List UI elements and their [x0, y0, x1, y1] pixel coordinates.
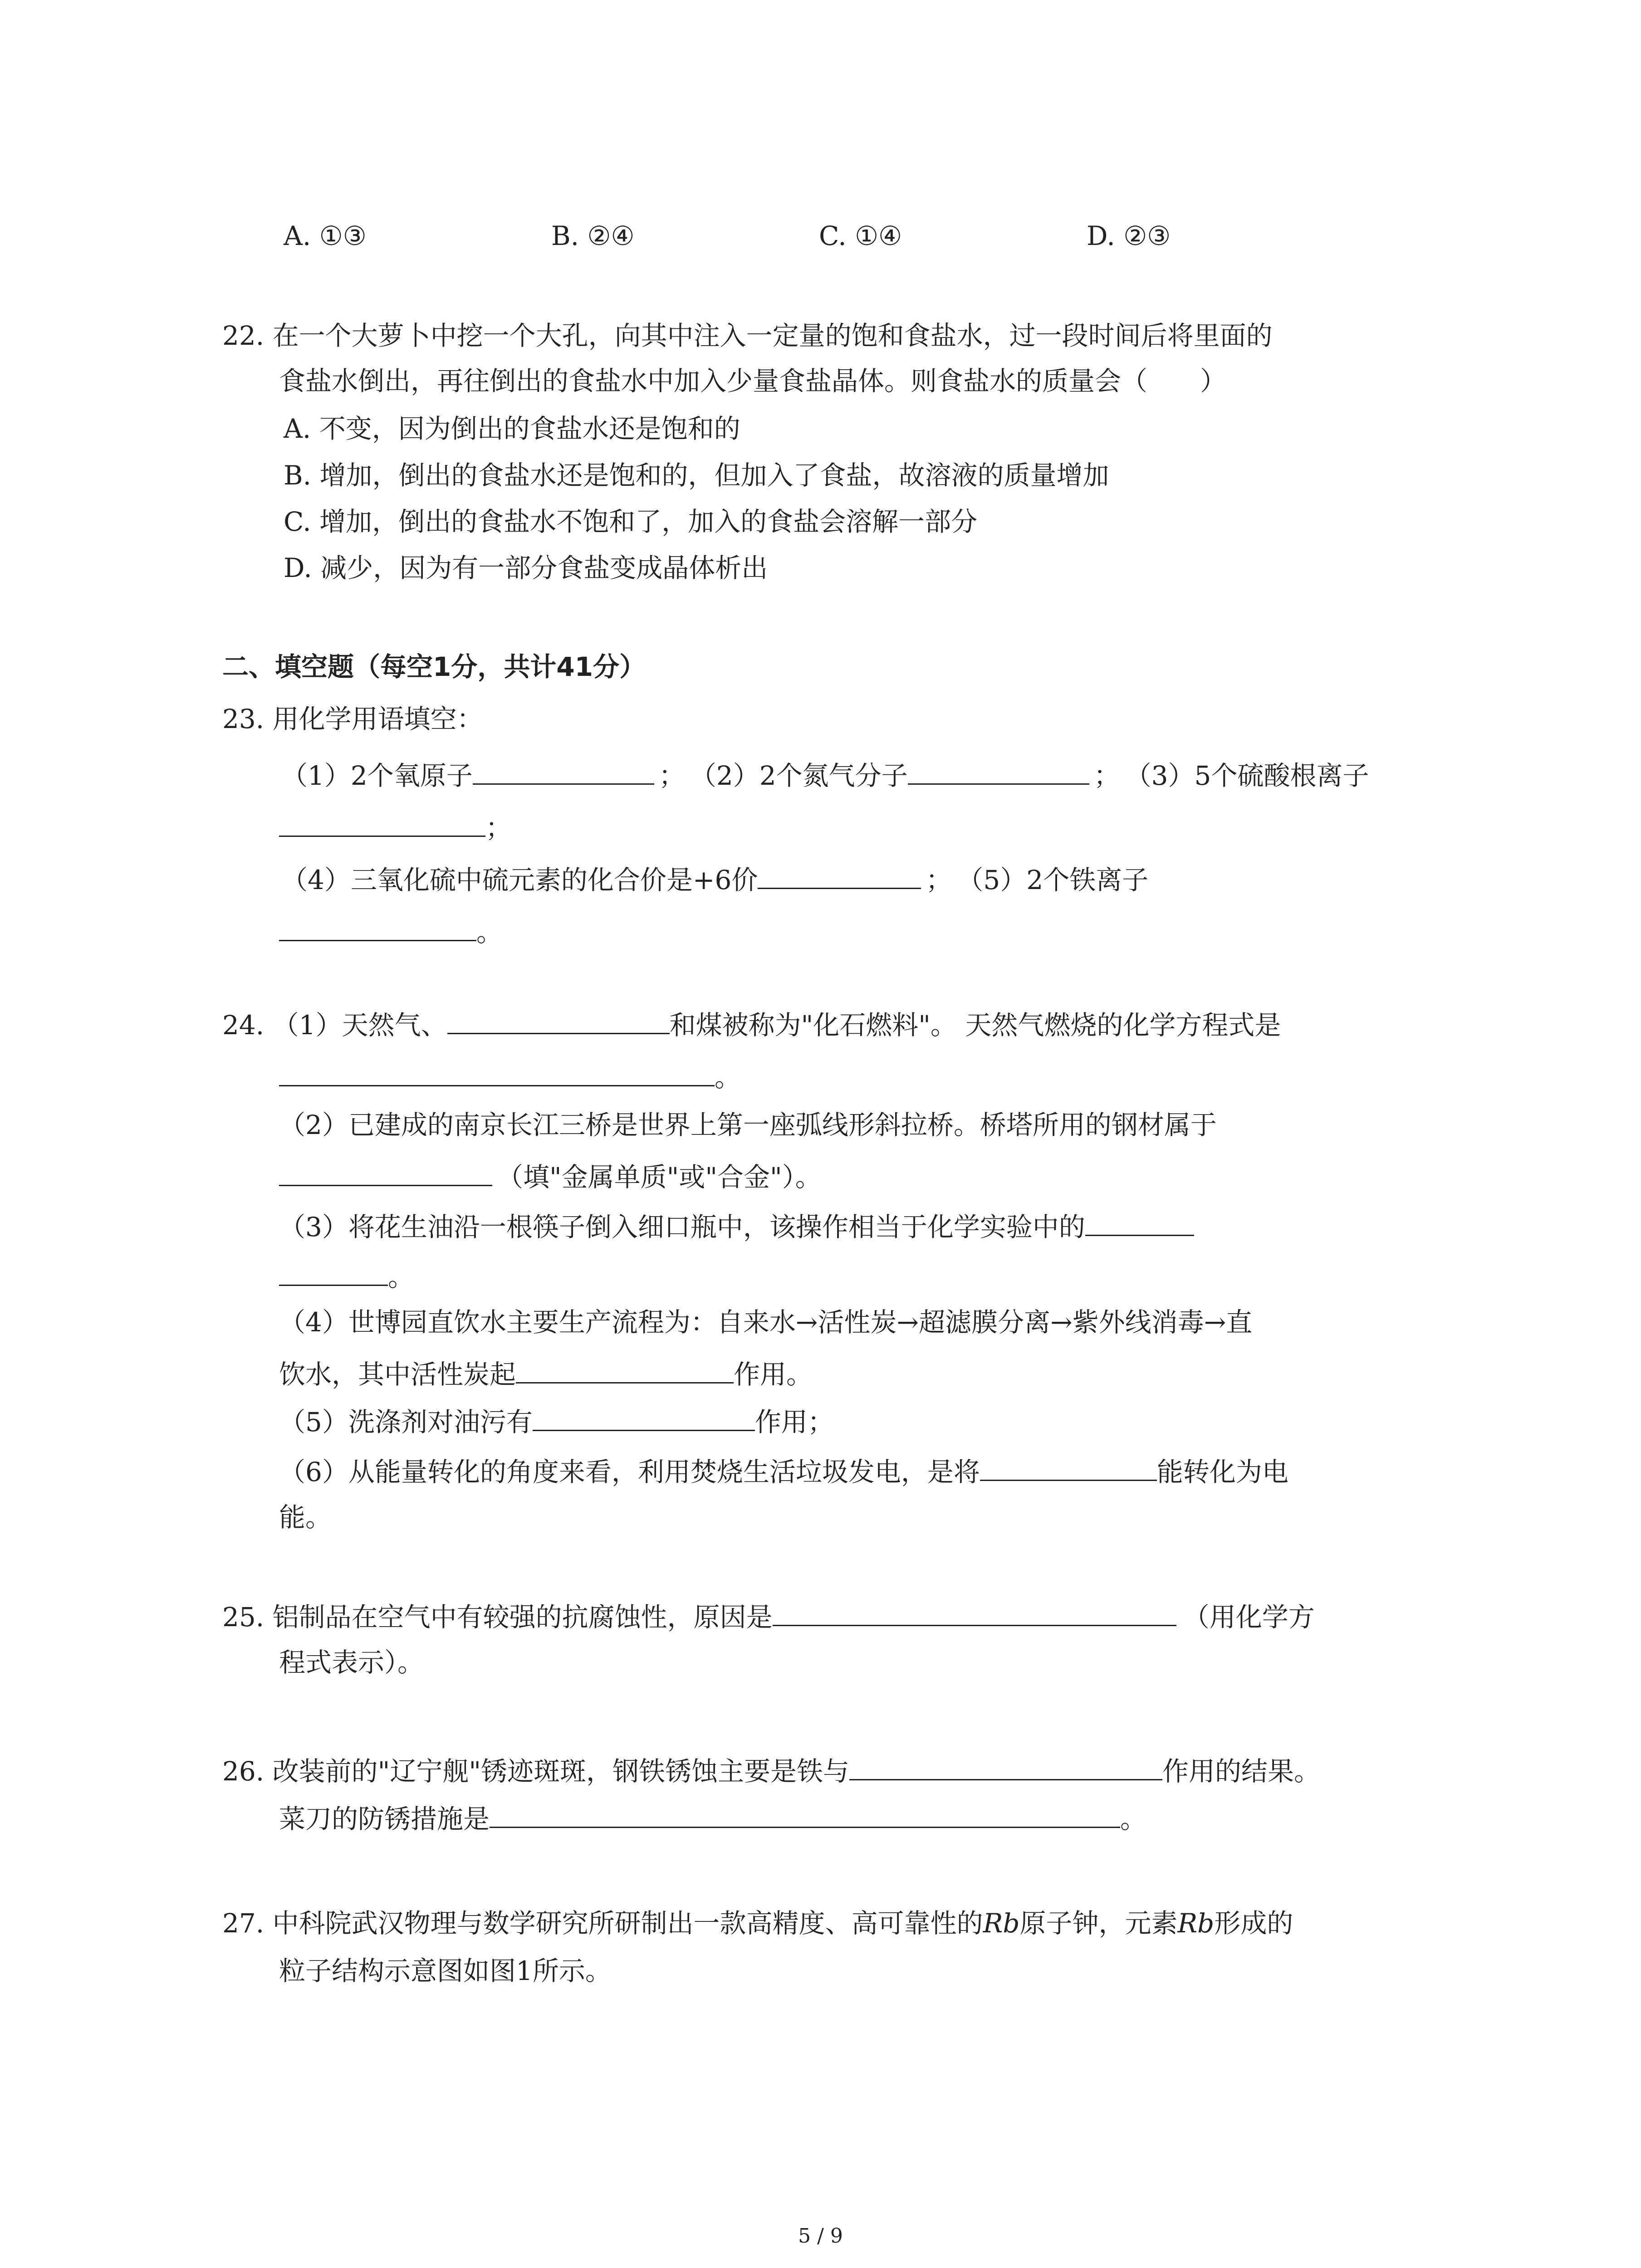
q24-text: 作用；	[754, 1407, 834, 1437]
answer-blank[interactable]	[279, 1057, 715, 1086]
q24-text: 能转化为电	[1156, 1457, 1288, 1487]
q25-line2: 程式表示）。	[279, 1647, 424, 1678]
q23-part3: （3）5个硫酸根离子	[1138, 760, 1369, 791]
q24-text: 。	[388, 1261, 415, 1292]
q25-line1	[222, 1597, 1315, 1633]
answer-blank[interactable]	[980, 1452, 1157, 1481]
answer-blank[interactable]	[1085, 1207, 1194, 1236]
answer-blank[interactable]	[473, 755, 654, 785]
q23-part1: （1）2个氧原子	[281, 760, 473, 791]
q23-line4	[279, 912, 503, 948]
q26-line1	[222, 1751, 1320, 1787]
q26-text: 作用的结果。	[1162, 1756, 1321, 1787]
q22-option-a: A. 不变，因为倒出的食盐水还是饱和的	[284, 413, 740, 444]
q22-option-c: C. 增加，倒出的食盐水不饱和了，加入的食盐会溶解一部分	[284, 506, 978, 537]
q23-part5: （5）2个铁离子	[970, 865, 1149, 895]
q27-text: 原子钟，元素	[1019, 1908, 1178, 1939]
answer-blank[interactable]	[758, 860, 921, 889]
q27-text: 形成的	[1214, 1908, 1293, 1939]
q23-stem: 23. 用化学用语填空：	[222, 704, 483, 734]
q24-text: （6）从能量转化的角度来看，利用焚烧生活垃圾发电，是将	[279, 1457, 980, 1487]
answer-blank[interactable]	[516, 1354, 734, 1383]
answer-blank[interactable]	[447, 1005, 670, 1034]
q25-text: （用化学方	[1183, 1602, 1315, 1633]
answer-blank[interactable]	[279, 1157, 492, 1186]
q24-text: （3）将花生油沿一根筷子倒入细口瓶中，该操作相当于化学实验中的	[279, 1212, 1085, 1242]
q24-text: 。	[715, 1062, 741, 1093]
q26-text: 菜刀的防锈措施是	[279, 1804, 490, 1834]
answer-blank[interactable]	[533, 1402, 755, 1431]
q24-line6	[279, 1256, 414, 1293]
q26-line2	[279, 1799, 1146, 1835]
q24-line4	[279, 1157, 822, 1193]
q26-text: 。	[1120, 1804, 1147, 1834]
q24-line1	[222, 1005, 1281, 1041]
q23-end: ；	[485, 812, 512, 843]
choice-c: C. ①④	[819, 220, 902, 251]
q23-part2: （2）2个氮气分子	[703, 760, 908, 791]
q24-text: 和煤被称为"化石燃料"。 天然气燃烧的化学方程式是	[669, 1010, 1281, 1041]
answer-blank[interactable]	[279, 912, 476, 941]
answer-blank[interactable]	[490, 1799, 1120, 1828]
answer-blank[interactable]	[279, 807, 485, 837]
choice-b: B. ②④	[551, 220, 635, 251]
q27-line2: 粒子结构示意图如图1所示。	[279, 1955, 612, 1986]
q23-line2	[279, 807, 512, 844]
choice-d: D. ②③	[1087, 220, 1171, 251]
q23-separator: ；	[1093, 760, 1120, 791]
q24-line3: （2）已建成的南京长江三桥是世界上第一座弧线形斜拉桥。桥塔所用的钢材属于	[279, 1110, 1217, 1140]
q24-line2	[279, 1057, 741, 1093]
q24-line9	[279, 1402, 834, 1438]
q23-line1	[281, 755, 1369, 792]
q24-text: 24. （1）天然气、	[222, 1010, 447, 1041]
q23-line3	[281, 860, 1148, 896]
answer-blank[interactable]	[908, 755, 1089, 785]
q27-line1	[222, 1905, 1293, 1941]
q22-option-d: D. 减少，因为有一部分食盐变成晶体析出	[284, 552, 768, 583]
answer-blank[interactable]	[849, 1751, 1162, 1780]
q23-separator: ；	[658, 760, 685, 791]
element-symbol: Rb	[983, 1908, 1020, 1939]
q26-text: 26. 改装前的"辽宁舰"锈迹斑斑，钢铁锈蚀主要是铁与	[222, 1756, 850, 1787]
q24-text: （填"金属单质"或"合金"）。	[497, 1162, 822, 1193]
answer-blank[interactable]	[773, 1597, 1176, 1626]
q24-line5	[279, 1207, 1194, 1243]
q25-text: 25. 铝制品在空气中有较强的抗腐蚀性，原因是	[222, 1602, 773, 1633]
q22-option-b: B. 增加，倒出的食盐水还是饱和的，但加入了食盐，故溶液的质量增加	[284, 460, 1109, 491]
q23-separator: ；	[926, 865, 952, 895]
q23-part4: （4）三氧化硫中硫元素的化合价是+6价	[281, 865, 758, 895]
page-number: 5 / 9	[798, 2224, 843, 2248]
answer-blank[interactable]	[279, 1256, 388, 1286]
q22-stem-line1: 22. 在一个大萝卜中挖一个大孔，向其中注入一定量的饱和食盐水，过一段时间后将里面的	[222, 320, 1273, 351]
choice-a: A. ①③	[284, 220, 367, 251]
q24-text: 饮水，其中活性炭起	[279, 1359, 516, 1390]
q23-end: 。	[476, 917, 503, 948]
q24-text: 作用。	[734, 1359, 813, 1390]
q24-line8	[279, 1354, 813, 1390]
element-symbol: Rb	[1177, 1908, 1215, 1939]
q24-line7: （4）世博园直饮水主要生产流程为：自来水→活性炭→超滤膜分离→紫外线消毒→直	[279, 1307, 1253, 1338]
q24-line10	[279, 1452, 1288, 1488]
q22-stem-line2: 食盐水倒出，再往倒出的食盐水中加入少量食盐晶体。则食盐水的质量会（ ）	[279, 366, 1227, 396]
section-title: 二、填空题（每空1分，共计41分）	[222, 651, 646, 682]
q24-text: （5）洗涤剂对油污有	[279, 1407, 533, 1437]
q24-line11: 能。	[279, 1502, 332, 1533]
q27-text: 27. 中科院武汉物理与数学研究所研制出一款高精度、高可靠性的	[222, 1908, 983, 1939]
